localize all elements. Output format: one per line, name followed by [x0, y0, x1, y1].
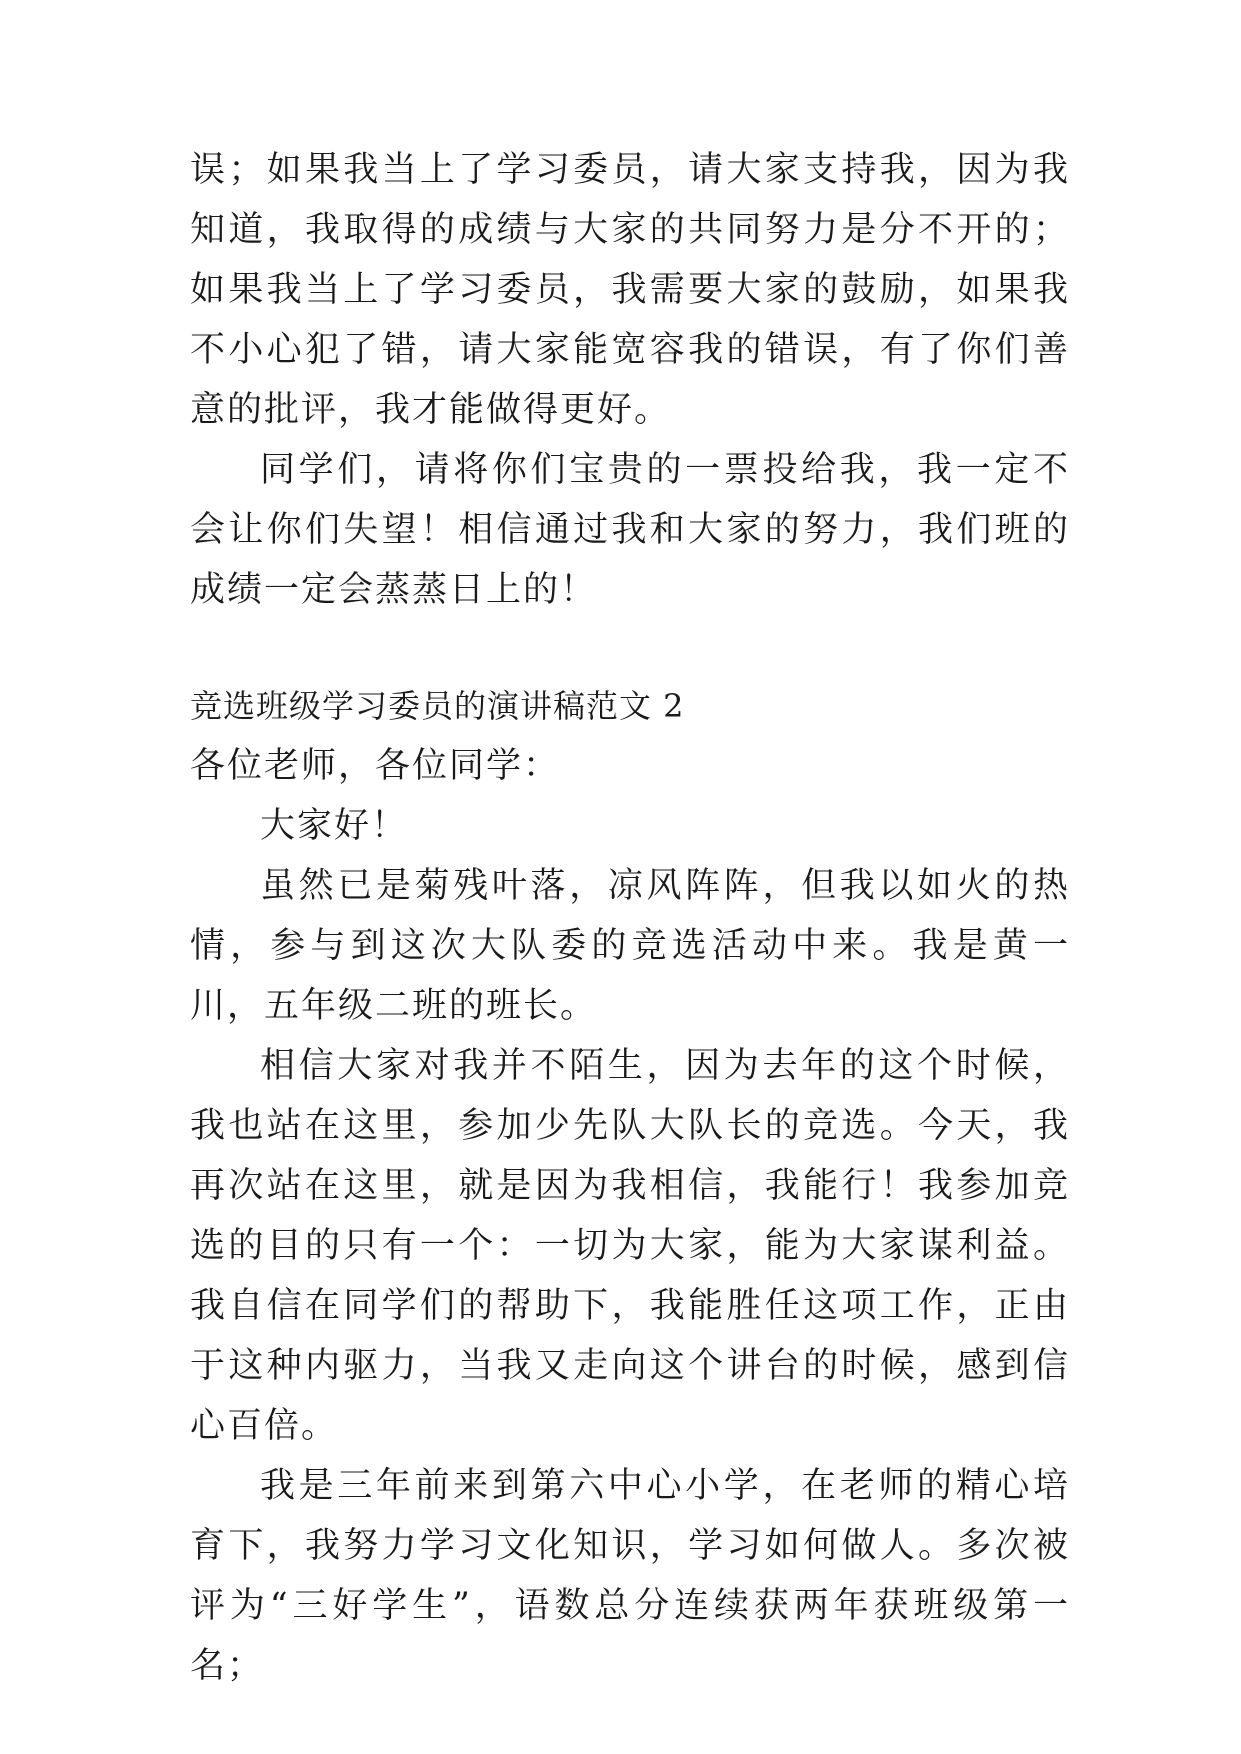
paragraph-intro: 虽然已是菊残叶落，凉风阵阵，但我以如火的热情，参与到这次大队委的竞选活动中来。我是黄一川，五年级二班的班长。 [190, 866, 1070, 1026]
salutation: 各位老师，各位同学： [190, 746, 561, 786]
paragraph-confidence: 相信大家对我并不陌生，因为去年的这个时候，我也站在这里，参加少先队大队长的竞选。今天，我再次站在这里，就是因为我相信，我能行！我参加竞选的目的只有一个：一切为大家，能为大家谋利益。我自信在同学们的帮助下，我能胜任这项工作，正由于这种内驱力，当我又走向这个讲台的时候，感到信心百倍。 [190, 1046, 1070, 1446]
top-section [190, 140, 1070, 620]
second-section [190, 676, 1070, 1696]
section-title: 竞选班级学习委员的演讲稿范文 2 [190, 687, 685, 725]
paragraph-continued: 误；如果我当上了学习委员，请大家支持我，因为我知道，我取得的成绩与大家的共同努力是分不开的；如果我当上了学习委员，我需要大家的鼓励，如果我不小心犯了错，请大家能宽容我的错误，有了你们善意的批评，我才能做得更好。 [190, 150, 1070, 430]
paragraph-background: 我是三年前来到第六中心小学，在老师的精心培育下，我努力学习文化知识，学习如何做人。多次被评为“三好学生”，语数总分连续获两年获班级第一名； [190, 1466, 1070, 1686]
paragraph-appeal: 同学们，请将你们宝贵的一票投给我，我一定不会让你们失望！相信通过我和大家的努力，我们班的成绩一定会蒸蒸日上的！ [190, 450, 1070, 610]
paragraph-greeting: 大家好！ [260, 806, 409, 846]
